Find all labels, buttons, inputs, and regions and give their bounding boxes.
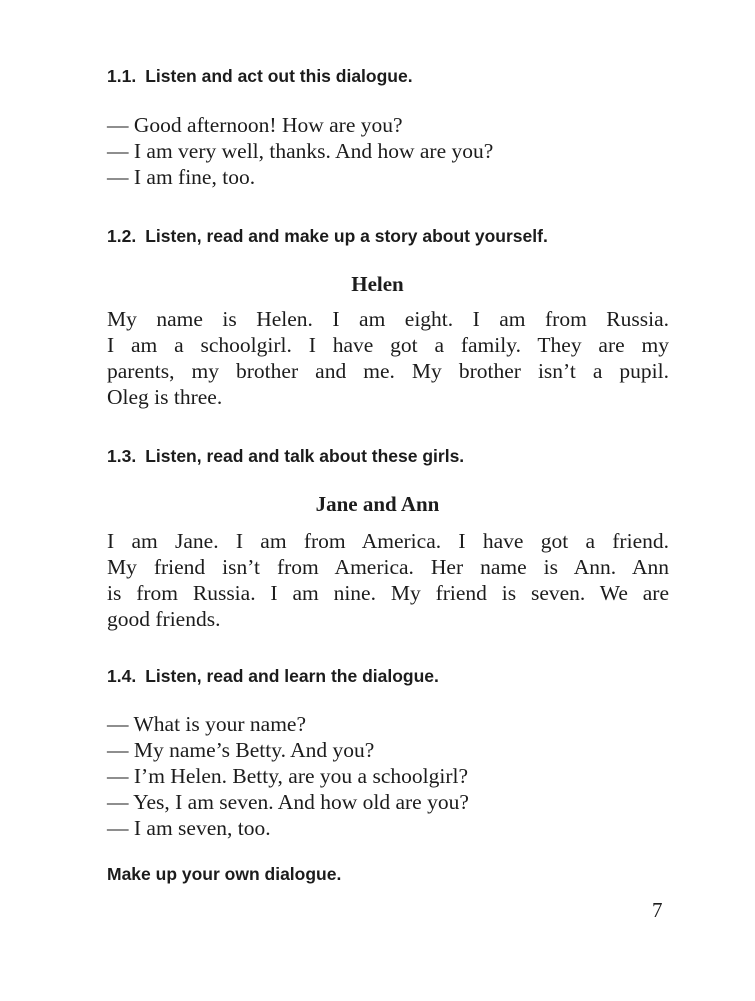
dialogue-line: — I am seven, too. bbox=[107, 816, 271, 840]
task-instruction: Listen, read and make up a story about yourself. bbox=[145, 226, 548, 246]
story-line: I am a schoolgirl. I have got a family. They are my bbox=[107, 333, 669, 357]
task-number: 1.1. bbox=[107, 66, 137, 86]
dialogue-line: — I am fine, too. bbox=[107, 165, 256, 189]
story-line: Oleg is three. bbox=[107, 385, 223, 409]
story-title-helen: Helen bbox=[351, 272, 404, 296]
follow-up-instruction: Make up your own dialogue. bbox=[107, 864, 342, 884]
task-instruction: Listen, read and learn the dialogue. bbox=[145, 666, 439, 686]
task-heading-1-3 bbox=[107, 446, 464, 467]
story-line: is from Russia. I am nine. My friend is seven. We are bbox=[107, 581, 669, 605]
story-text-jane-and-ann bbox=[107, 528, 669, 632]
dialogue-1-1 bbox=[107, 112, 667, 190]
task-heading-1-4 bbox=[107, 666, 439, 687]
task-heading-1-2 bbox=[107, 226, 548, 247]
dialogue-line: — Yes, I am seven. And how old are you? bbox=[107, 790, 469, 814]
task-number: 1.2. bbox=[107, 226, 137, 246]
story-title-jane-and-ann: Jane and Ann bbox=[315, 492, 440, 516]
story-line: My name is Helen. I am eight. I am from Russia. bbox=[107, 307, 669, 331]
dialogue-line: — What is your name? bbox=[107, 712, 307, 736]
story-line: parents, my brother and me. My brother isn’t a pupil. bbox=[107, 359, 669, 383]
story-line: good friends. bbox=[107, 607, 221, 631]
dialogue-line: — I’m Helen. Betty, are you a schoolgirl? bbox=[107, 764, 469, 788]
dialogue-1-4 bbox=[107, 711, 667, 841]
task-number: 1.4. bbox=[107, 666, 137, 686]
task-number: 1.3. bbox=[107, 446, 137, 466]
dialogue-line: — Good afternoon! How are you? bbox=[107, 113, 403, 137]
task-instruction: Listen, read and talk about these girls. bbox=[145, 446, 465, 466]
page-number: 7 bbox=[652, 898, 663, 922]
story-line: My friend isn’t from America. Her name is Ann. Ann bbox=[107, 555, 669, 579]
story-line: I am Jane. I am from America. I have got a friend. bbox=[107, 529, 669, 553]
story-text-helen bbox=[107, 306, 669, 410]
task-heading-1-1 bbox=[107, 66, 413, 87]
dialogue-line: — My name’s Betty. And you? bbox=[107, 738, 375, 762]
dialogue-line: — I am very well, thanks. And how are you? bbox=[107, 139, 494, 163]
task-instruction: Listen and act out this dialogue. bbox=[145, 66, 413, 86]
